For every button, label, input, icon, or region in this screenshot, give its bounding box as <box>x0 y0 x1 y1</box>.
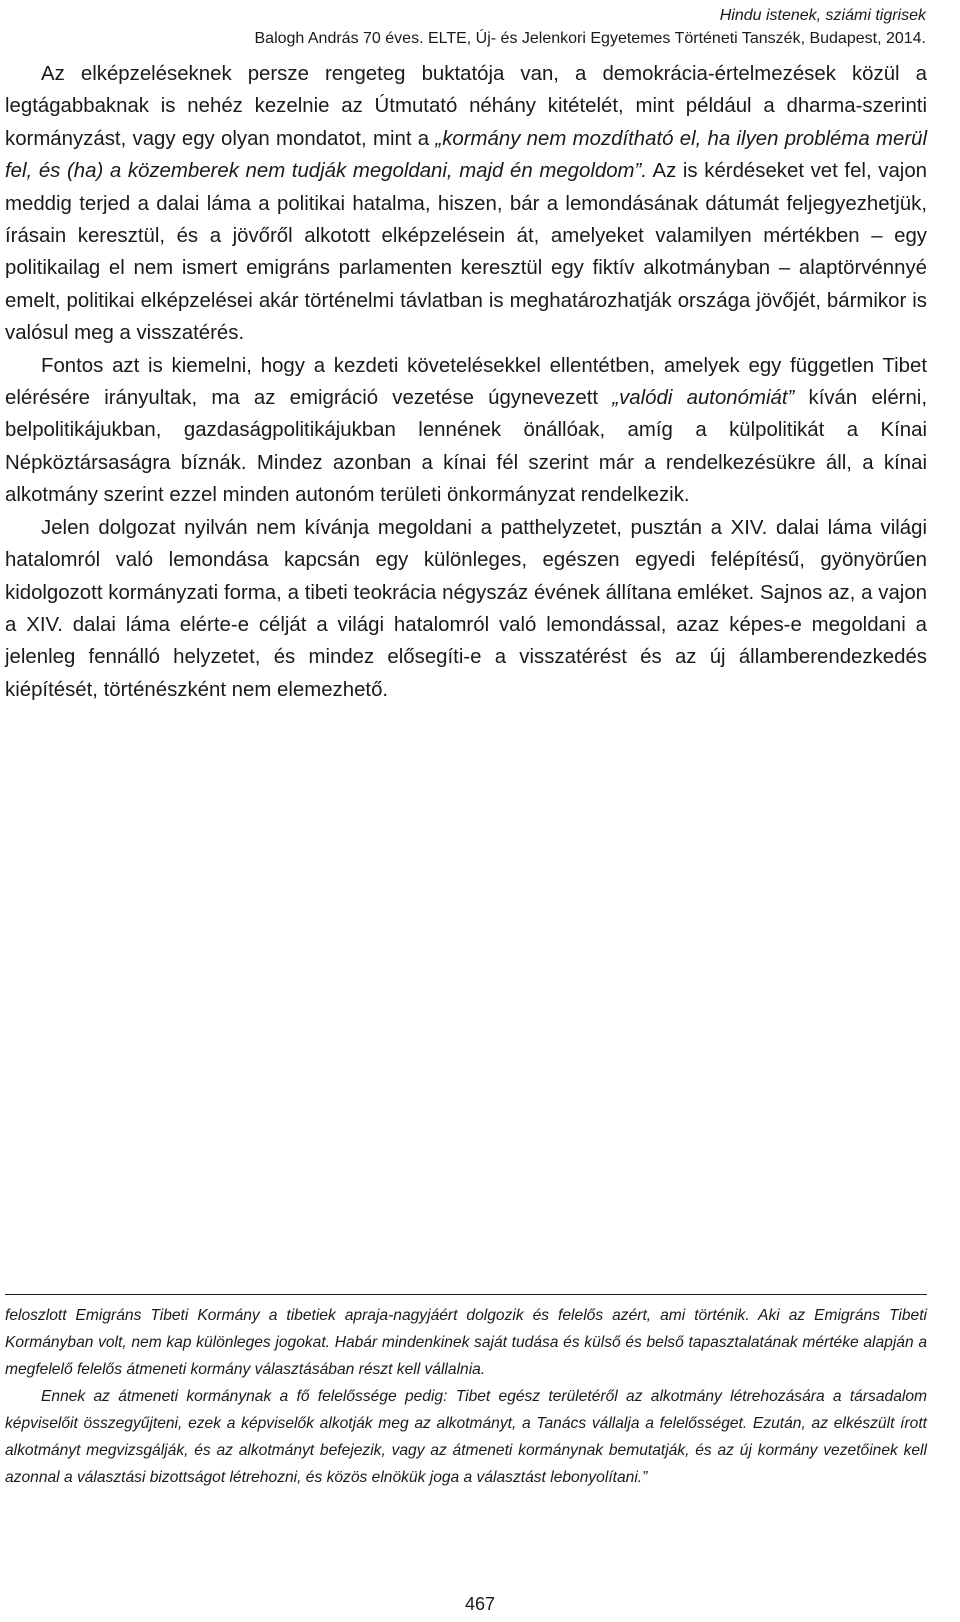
paragraph-1-text-a: Az elképzeléseknek persze rengeteg buktatója van, a demokrácia-értelmezések közül a legtágabbaknak is nehéz kezelnie az Útmutató néhány kitételét, mint például a dharma-szerinti kormányzást, vagy egy olyan mondatot, mint a <box>5 63 927 150</box>
paragraph-1-quote: „kormány nem mozdítható el, ha ilyen probléma merül fel, és (ha) a közemberek nem tudják megoldani, majd én megoldom”. <box>5 127 927 183</box>
footnote-separator <box>5 1294 927 1295</box>
paragraph-1-text-b: Az is kérdéseket vet fel, vajon meddig terjed a dalai láma a politikai hatalma, hiszen, bár a lemondásának dátumát feljegyezhetjük, írásain keresztül, és a jövőről alkotott elképzelésein át, amelyeket valamilyen mértékben – egy politikailag el nem ismert emigráns parlamenten keresztül egy fiktív alkotmányban – alaptörvénnyé emelt, politikai elképzelései akár történelmi távlatban is meghatározhatják országa jövőjét, bármikor is valósul meg a visszatérés. <box>5 160 927 345</box>
footnote-paragraph-2: Ennek az átmeneti kormánynak a fő felelőssége pedig: Tibet egész területéről az alkotmány létrehozására a társadalom képviselőit összegyűjteni, ezek a képviselők alkotják meg az alkotmányt, a Tanács vállalja a felelősséget. Ezután, az elkészült írott alkotmányt megvizsgálják, és az alkotmányt befejezik, vagy az átmeneti kormánynak bemutatják, és az új kormány vezetőinek kell azonnal a választási bizottságot létrehozni, és közös elnökük joga a választást lebonyolítani.” <box>5 1388 927 1486</box>
header-title: Hindu istenek, sziámi tigrisek <box>719 7 926 24</box>
footnote-paragraph-1: feloszlott Emigráns Tibeti Kormány a tibetiek apraja-nagyjáért dolgozik és felelős azért, ami történik. Aki az Emigráns Tibeti Kormányban volt, nem kap különleges jogokat. Habár mindenkinek saját tudása és külső és belső tapasztalatának mértéke alapján a megfelelő felelős átmeneti kormány választásában részt kell vállalnia. <box>5 1307 927 1378</box>
footnote <box>5 1302 927 1491</box>
paragraph-2-text-a: Fontos azt is kiemelni, hogy a kezdeti követelésekkel ellentétben, amelyek egy független Tibet elérésére irányultak, ma az emigráció vezetése úgynevezett <box>5 354 927 410</box>
paragraph-2-text-b: kíván elérni, belpolitikájukban, gazdaságpolitikájukban lennének önállóak, amíg a külpolitikát a Kínai Népköztársaságra bíznák. Mindez azonban a kínai fél szerint már a rendelkezésükre áll, a kínai alkotmány szerint ezzel minden autonóm területi önkormányzat rendelkezik. <box>5 387 927 507</box>
paragraph-2 <box>5 350 927 512</box>
running-header <box>46 4 926 50</box>
main-text <box>5 58 927 706</box>
header-subtitle: Balogh András 70 éves. ELTE, Új- és Jelenkori Egyetemes Történeti Tanszék, Budapest, 2014. <box>254 30 926 47</box>
page-number: 467 <box>464 1594 496 1614</box>
paragraph-3: Jelen dolgozat nyilván nem kívánja megoldani a patthelyzetet, pusztán a XIV. dalai láma világi hatalomról való lemondása kapcsán egy különleges, egészen egyedi felépítésű, gyönyörűen kidolgozott kormányzati forma, a tibeti teokrácia négyszáz évének állítana emléket. Sajnos az, a vajon a XIV. dalai láma elérte-e célját a világi hatalomról való lemondással, azaz képes-e megoldani a jelenleg fennálló helyzetet, és mindez elősegíti-e a visszatérést és az új államberendezkedés kiépítését, történészként nem elemezhető. <box>5 516 927 701</box>
paragraph-2-quote: „valódi autonómiát” <box>612 387 795 410</box>
paragraph-1 <box>5 58 927 350</box>
